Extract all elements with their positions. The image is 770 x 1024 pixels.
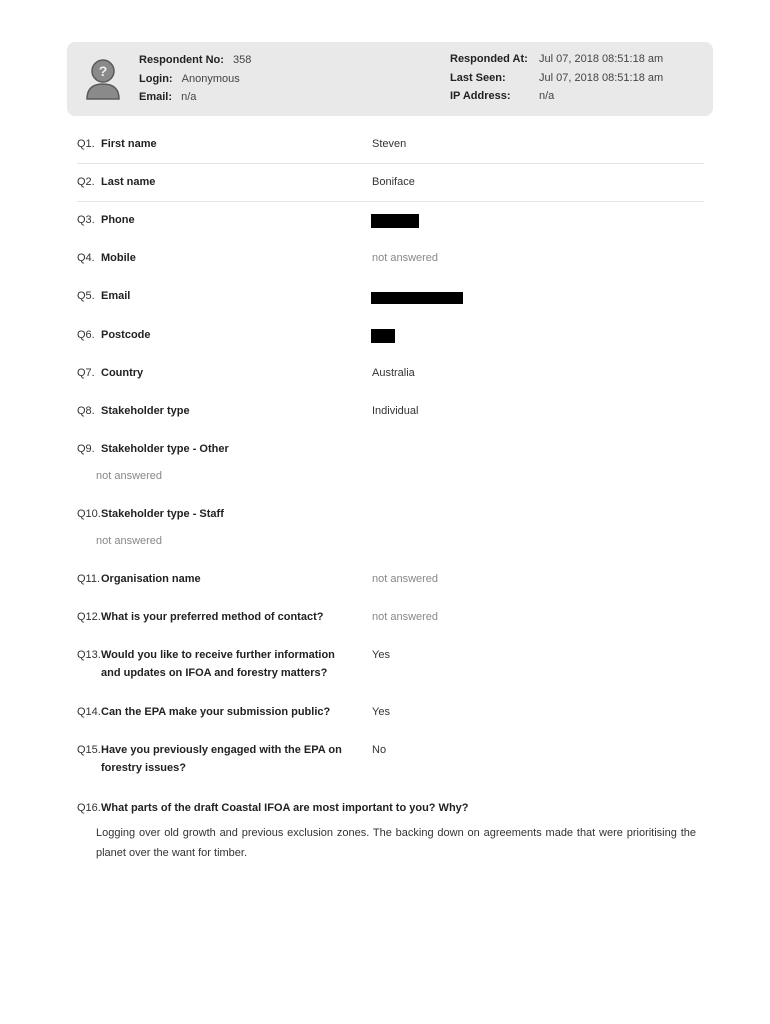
question-text: Stakeholder type - Other (101, 443, 229, 455)
question-10 (77, 505, 224, 523)
question-5 (77, 287, 130, 305)
redacted-answer-6 (371, 329, 395, 343)
question-number: Q8. (77, 405, 95, 417)
answer-7: Australia (372, 367, 415, 379)
question-number: Q11. (77, 573, 101, 585)
question-16 (77, 799, 469, 817)
question-number: Q2. (77, 176, 95, 188)
question-number: Q1. (77, 138, 95, 150)
question-number: Q7. (77, 367, 95, 379)
question-person-icon (83, 57, 123, 101)
question-13 (77, 646, 335, 679)
question-text: Have you previously engaged with the EPA on (101, 744, 342, 756)
answer-13: Yes (372, 649, 390, 661)
question-text: Country (101, 367, 144, 379)
login (139, 72, 240, 86)
question-11 (77, 570, 201, 588)
answer-11: not answered (372, 573, 439, 585)
answer-4: not answered (372, 252, 439, 264)
question-7 (77, 364, 143, 382)
last-seen-value: Jul 07, 2018 08:51:18 am (539, 72, 664, 84)
question-number: Q5. (77, 290, 95, 302)
respondent-no (139, 53, 251, 67)
question-15 (77, 741, 342, 774)
respondent-no-value: 358 (233, 54, 252, 66)
answer-1: Steven (372, 138, 407, 150)
question-number: Q12. (77, 611, 101, 623)
respondent-header (67, 42, 713, 116)
question-text-line-2: and updates on IFOA and forestry matters? (101, 667, 328, 679)
question-number: Q15. (77, 744, 101, 756)
divider (77, 163, 704, 164)
email-value: n/a (181, 91, 197, 103)
answer-10: not answered (96, 535, 163, 547)
redacted-answer-5 (371, 292, 463, 304)
answer-15: No (372, 744, 387, 756)
question-text: Email (101, 290, 131, 302)
login-value: Anonymous (181, 73, 240, 85)
question-text: First name (101, 138, 157, 150)
question-12 (77, 608, 323, 626)
question-4 (77, 249, 136, 267)
login-label: Login: (139, 73, 173, 85)
question-6 (77, 326, 151, 344)
answer-8: Individual (372, 405, 419, 417)
answer-12: not answered (372, 611, 439, 623)
question-number: Q14. (77, 706, 101, 718)
responded-at-label: Responded At: (450, 53, 528, 65)
question-text: What is your preferred method of contact? (101, 611, 324, 623)
answer-14: Yes (372, 706, 390, 718)
question-text: Organisation name (101, 573, 201, 585)
question-number: Q13. (77, 649, 101, 661)
question-text: What parts of the draft Coastal IFOA are most important to you? Why? (101, 802, 469, 814)
question-1 (77, 135, 157, 153)
question-number: Q6. (77, 329, 95, 341)
respondent-no-label: Respondent No: (139, 54, 224, 66)
question-number: Q10. (77, 508, 101, 520)
question-number: Q16. (77, 802, 101, 814)
question-text: Postcode (101, 329, 151, 341)
question-3 (77, 211, 135, 229)
question-text: Would you like to receive further information (101, 649, 335, 661)
question-2 (77, 173, 155, 191)
redacted-answer-3 (371, 214, 419, 228)
answer-2: Boniface (372, 176, 415, 188)
question-14 (77, 703, 330, 721)
question-number: Q4. (77, 252, 95, 264)
question-text: Stakeholder type - Staff (101, 508, 224, 520)
question-text: Can the EPA make your submission public? (101, 706, 331, 718)
question-9 (77, 440, 229, 458)
answer-16: Logging over old growth and previous exclusion zones. The backing down on agreements made that were prioritising the planet over the want for timber. (96, 827, 696, 859)
ip-address-label: IP Address: (450, 90, 511, 102)
answer-9: not answered (96, 470, 163, 482)
email (139, 90, 196, 104)
question-number: Q3. (77, 214, 95, 226)
question-text: Last name (101, 176, 156, 188)
last-seen-label: Last Seen: (450, 72, 506, 84)
ip-address-value: n/a (539, 90, 555, 102)
svg-text:?: ? (98, 63, 108, 79)
divider (77, 201, 704, 202)
question-text: Phone (101, 214, 135, 226)
question-8 (77, 402, 190, 420)
responded-at-value: Jul 07, 2018 08:51:18 am (539, 53, 664, 65)
email-label: Email: (139, 91, 173, 103)
question-text: Mobile (101, 252, 136, 264)
question-number: Q9. (77, 443, 95, 455)
question-text-line-2: forestry issues? (101, 762, 186, 774)
question-text: Stakeholder type (101, 405, 190, 417)
